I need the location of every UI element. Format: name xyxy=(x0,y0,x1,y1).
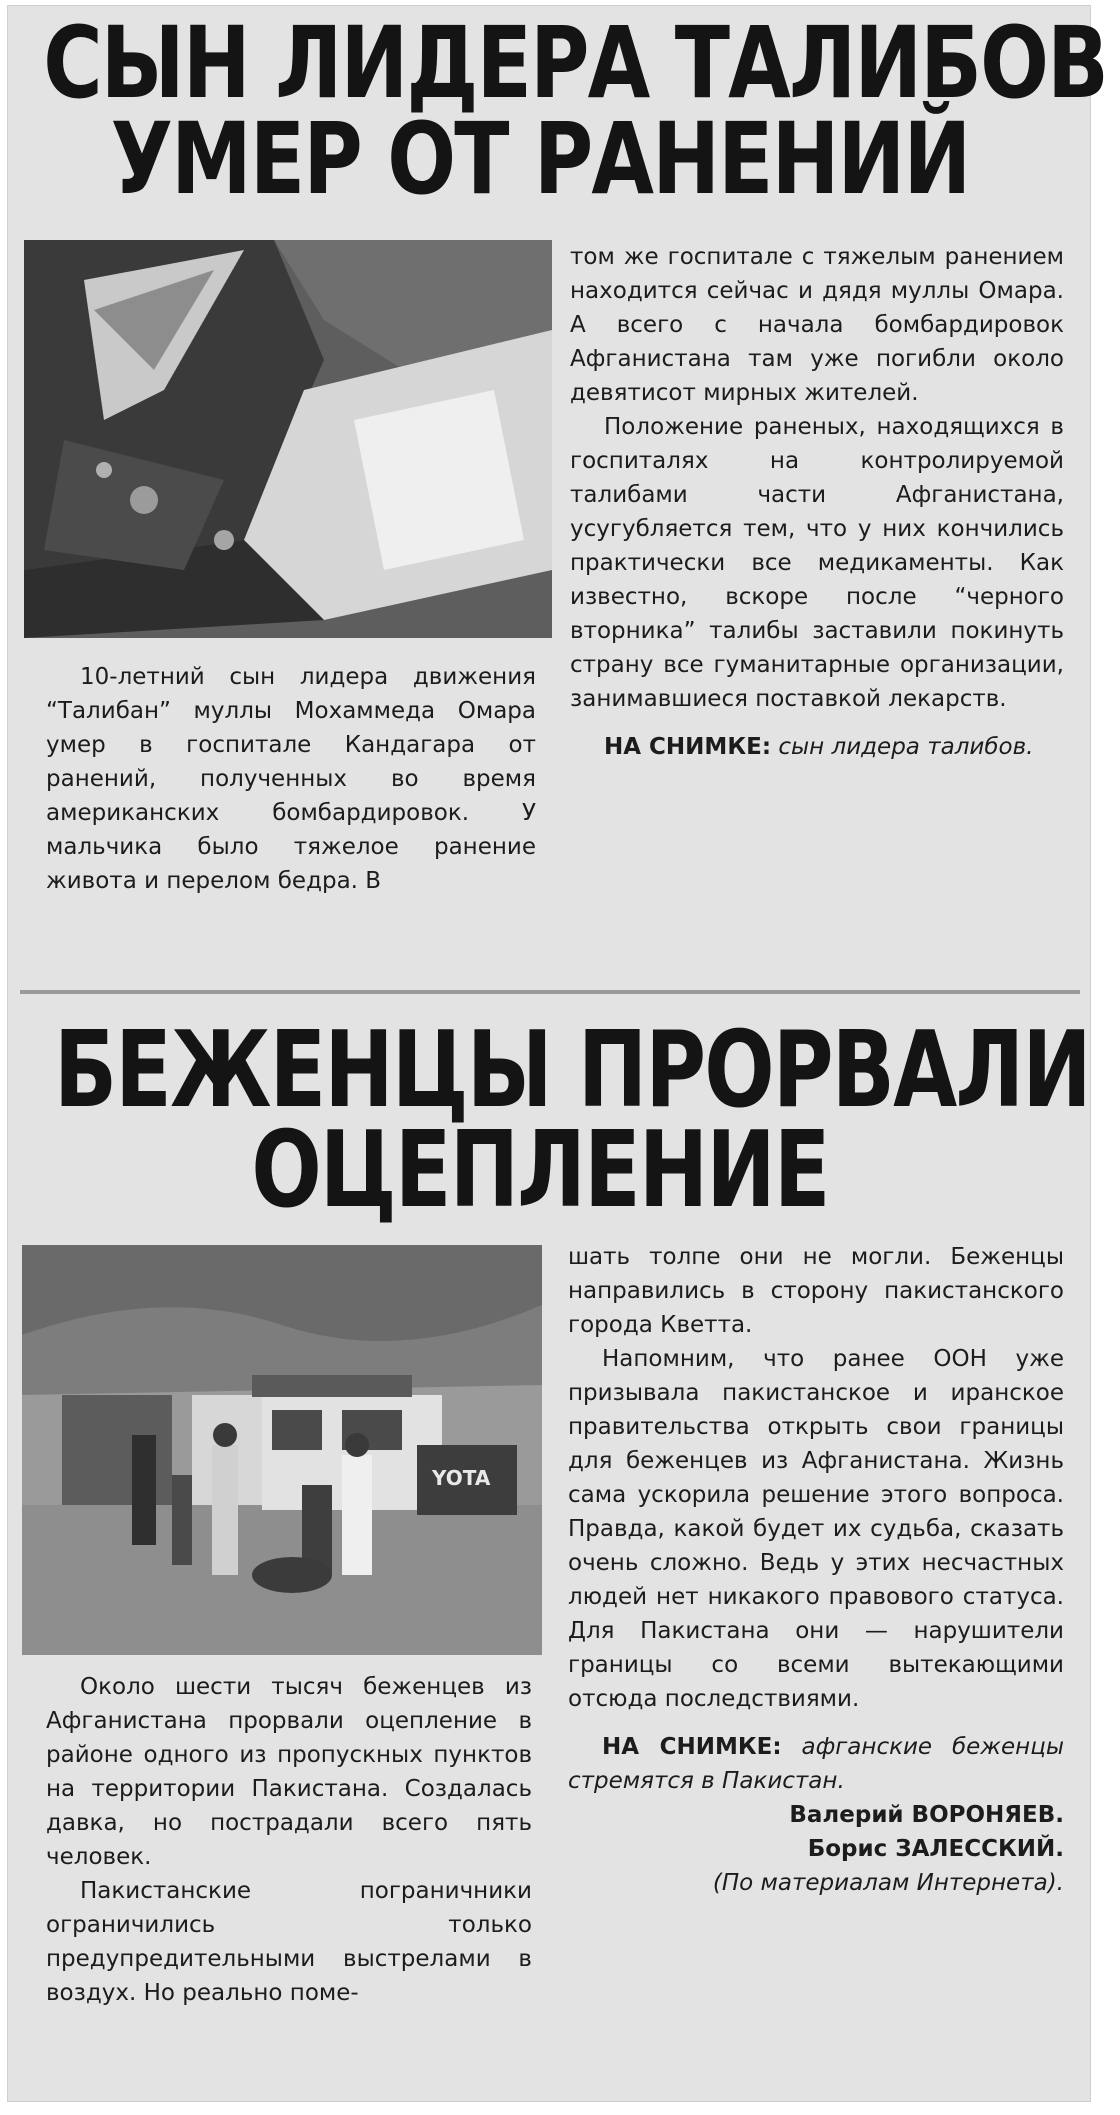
article1-right-column xyxy=(570,240,1064,764)
author-2: Борис ЗАЛЕССКИЙ. xyxy=(807,1836,1064,1862)
article2-caption xyxy=(568,1730,1064,1798)
article2-paragraph-1: Около шести тысяч беженцев из Афганистана прорвали оцепление в районе одного из пропускных пунктов на территории Пакистана. Создалась давка, но пострадали всего пять человек. xyxy=(46,1674,532,1870)
article1-paragraph-1: 10-летний сын лидера движения “Талибан” муллы Мохаммеда Омара умер в госпитале Кандагара от ранений, полученных во время американских бомбардировок. У мальчика было тяжелое ранение живота и перелом бедра. В xyxy=(46,664,536,894)
article2-paragraph-4: Напомним, что ранее ООН уже призывала пакистанское и иранское правительства открыть свои границы для беженцев из Афганистана. Жизнь сама ускорила решение этого вопроса. Правда, какой будет их судьба, сказать очень сложно. Ведь у этих несчастных людей нет никакого правового статуса. Для Пакистана они — нарушители границы со всеми вытекающими отсюда последствиями. xyxy=(568,1346,1064,1712)
headline-line-1: БЕЖЕНЦЫ ПРОРВАЛИ xyxy=(54,1008,1090,1131)
caption-label: НА СНИМКЕ: xyxy=(604,734,772,760)
article1-caption xyxy=(570,730,1064,764)
photo-taliban-son xyxy=(24,240,552,638)
article1-paragraph-3: Положение раненых, находящихся в госпиталях на контролируемой талибами части Афганистана, усугубляется тем, что у них кончились практически все медикаменты. Как известно, вскоре после “черного вторника” талибы заставили покинуть страну все гуманитарные организации, занимавшиеся поставкой лекарств. xyxy=(570,414,1064,712)
article1-paragraph-2: том же госпитале с тяжелым ранением находится сейчас и дядя муллы Омара. А всего с начала бомбардировок Афганистана там уже погибли около девятисот мирных жителей. xyxy=(570,244,1064,406)
photo-refugees xyxy=(22,1245,542,1655)
caption-label: НА СНИМКЕ: xyxy=(602,1734,782,1760)
source-note: (По материалам Интернета). xyxy=(712,1870,1064,1896)
article-divider xyxy=(20,990,1080,994)
vehicle-sign: YOTA xyxy=(432,1466,491,1490)
article2-left-column xyxy=(46,1670,532,2010)
headline-line-2: ОЦЕПЛЕНИЕ xyxy=(251,1108,829,1231)
article2-right-column xyxy=(568,1240,1064,1900)
caption-text: афганские беженцы стремятся в Пакистан. xyxy=(568,1734,1065,1794)
caption-text: сын лидера талибов. xyxy=(778,734,1034,760)
headline-line-2: УМЕР ОТ РАНЕНИЙ xyxy=(110,101,970,217)
article1-left-column xyxy=(46,660,536,898)
headline-line-1: СЫН ЛИДЕРА ТАЛИБОВ xyxy=(43,5,1108,121)
article2-paragraph-2: Пакистанские пограничники ограничились только предупредительными выстрелами в воздух. Но реально поме- xyxy=(46,1878,532,2006)
article2-paragraph-3: шать толпе они не могли. Беженцы направились в сторону пакистанского города Кветта. xyxy=(568,1244,1064,1338)
author-1: Валерий ВОРОНЯЕВ. xyxy=(789,1802,1064,1828)
